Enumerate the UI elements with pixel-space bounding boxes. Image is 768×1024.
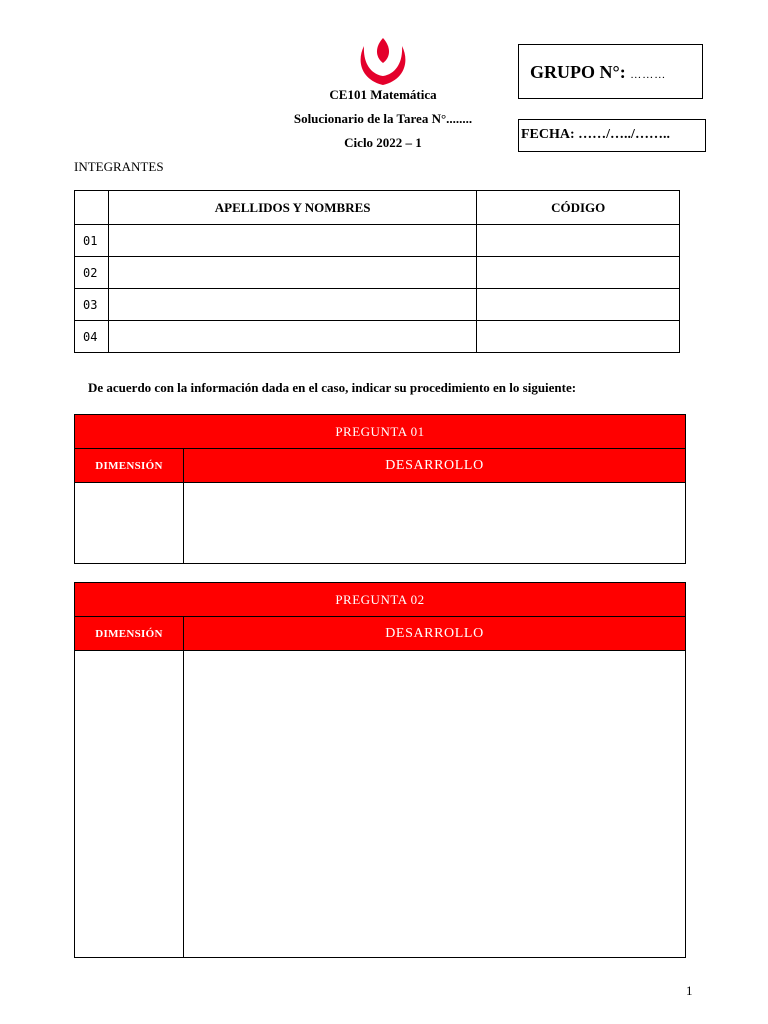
pregunta-02-title: PREGUNTA 02	[75, 583, 686, 617]
dimension-header: DIMENSIÓN	[75, 449, 184, 483]
page-number: 1	[686, 983, 693, 998]
dimension-header: DIMENSIÓN	[75, 617, 184, 651]
col-header-num	[75, 191, 109, 225]
row-number: 03	[75, 289, 109, 321]
col-header-name: APELLIDOS Y NOMBRES	[108, 191, 476, 225]
desarrollo-cell[interactable]	[184, 483, 686, 564]
name-cell[interactable]	[108, 257, 476, 289]
grupo-dots: ………	[630, 69, 667, 81]
course-title: CE101 Matemática	[329, 87, 437, 102]
table-row	[75, 225, 680, 257]
code-cell[interactable]	[477, 289, 680, 321]
name-cell[interactable]	[108, 289, 476, 321]
pregunta-subheader-row	[75, 449, 686, 483]
task-title: Solucionario de la Tarea N°........	[293, 111, 473, 126]
pregunta-01-table	[74, 414, 686, 564]
row-number: 04	[75, 321, 109, 353]
pregunta-02-table	[74, 582, 686, 958]
grupo-label: GRUPO N°:	[530, 62, 626, 82]
name-cell[interactable]	[108, 321, 476, 353]
row-number: 01	[75, 225, 109, 257]
desarrollo-header: DESARROLLO	[184, 617, 686, 651]
answer-row	[75, 651, 686, 958]
pregunta-title-row	[75, 583, 686, 617]
row-number: 02	[75, 257, 109, 289]
table-row	[75, 289, 680, 321]
dimension-cell[interactable]	[75, 483, 184, 564]
desarrollo-header: DESARROLLO	[184, 449, 686, 483]
cycle-label: Ciclo 2022 – 1	[344, 135, 422, 150]
grupo-box[interactable]	[518, 44, 703, 99]
members-table	[74, 190, 680, 353]
table-row	[75, 321, 680, 353]
answer-row	[75, 483, 686, 564]
fecha-label: FECHA: ……/…../……..	[521, 127, 670, 142]
code-cell[interactable]	[477, 257, 680, 289]
members-header-row	[75, 191, 680, 225]
name-cell[interactable]	[108, 225, 476, 257]
pregunta-01-title: PREGUNTA 01	[75, 415, 686, 449]
code-cell[interactable]	[477, 225, 680, 257]
table-row	[75, 257, 680, 289]
code-cell[interactable]	[477, 321, 680, 353]
pregunta-subheader-row	[75, 617, 686, 651]
col-header-code: CÓDIGO	[477, 191, 680, 225]
integrantes-label: INTEGRANTES	[74, 159, 164, 174]
university-logo	[354, 36, 412, 88]
instruction-text: De acuerdo con la información dada en el caso, indicar su procedimiento en lo siguiente:	[88, 380, 577, 395]
fecha-box[interactable]	[518, 119, 706, 152]
dimension-cell[interactable]	[75, 651, 184, 958]
desarrollo-cell[interactable]	[184, 651, 686, 958]
pregunta-title-row	[75, 415, 686, 449]
